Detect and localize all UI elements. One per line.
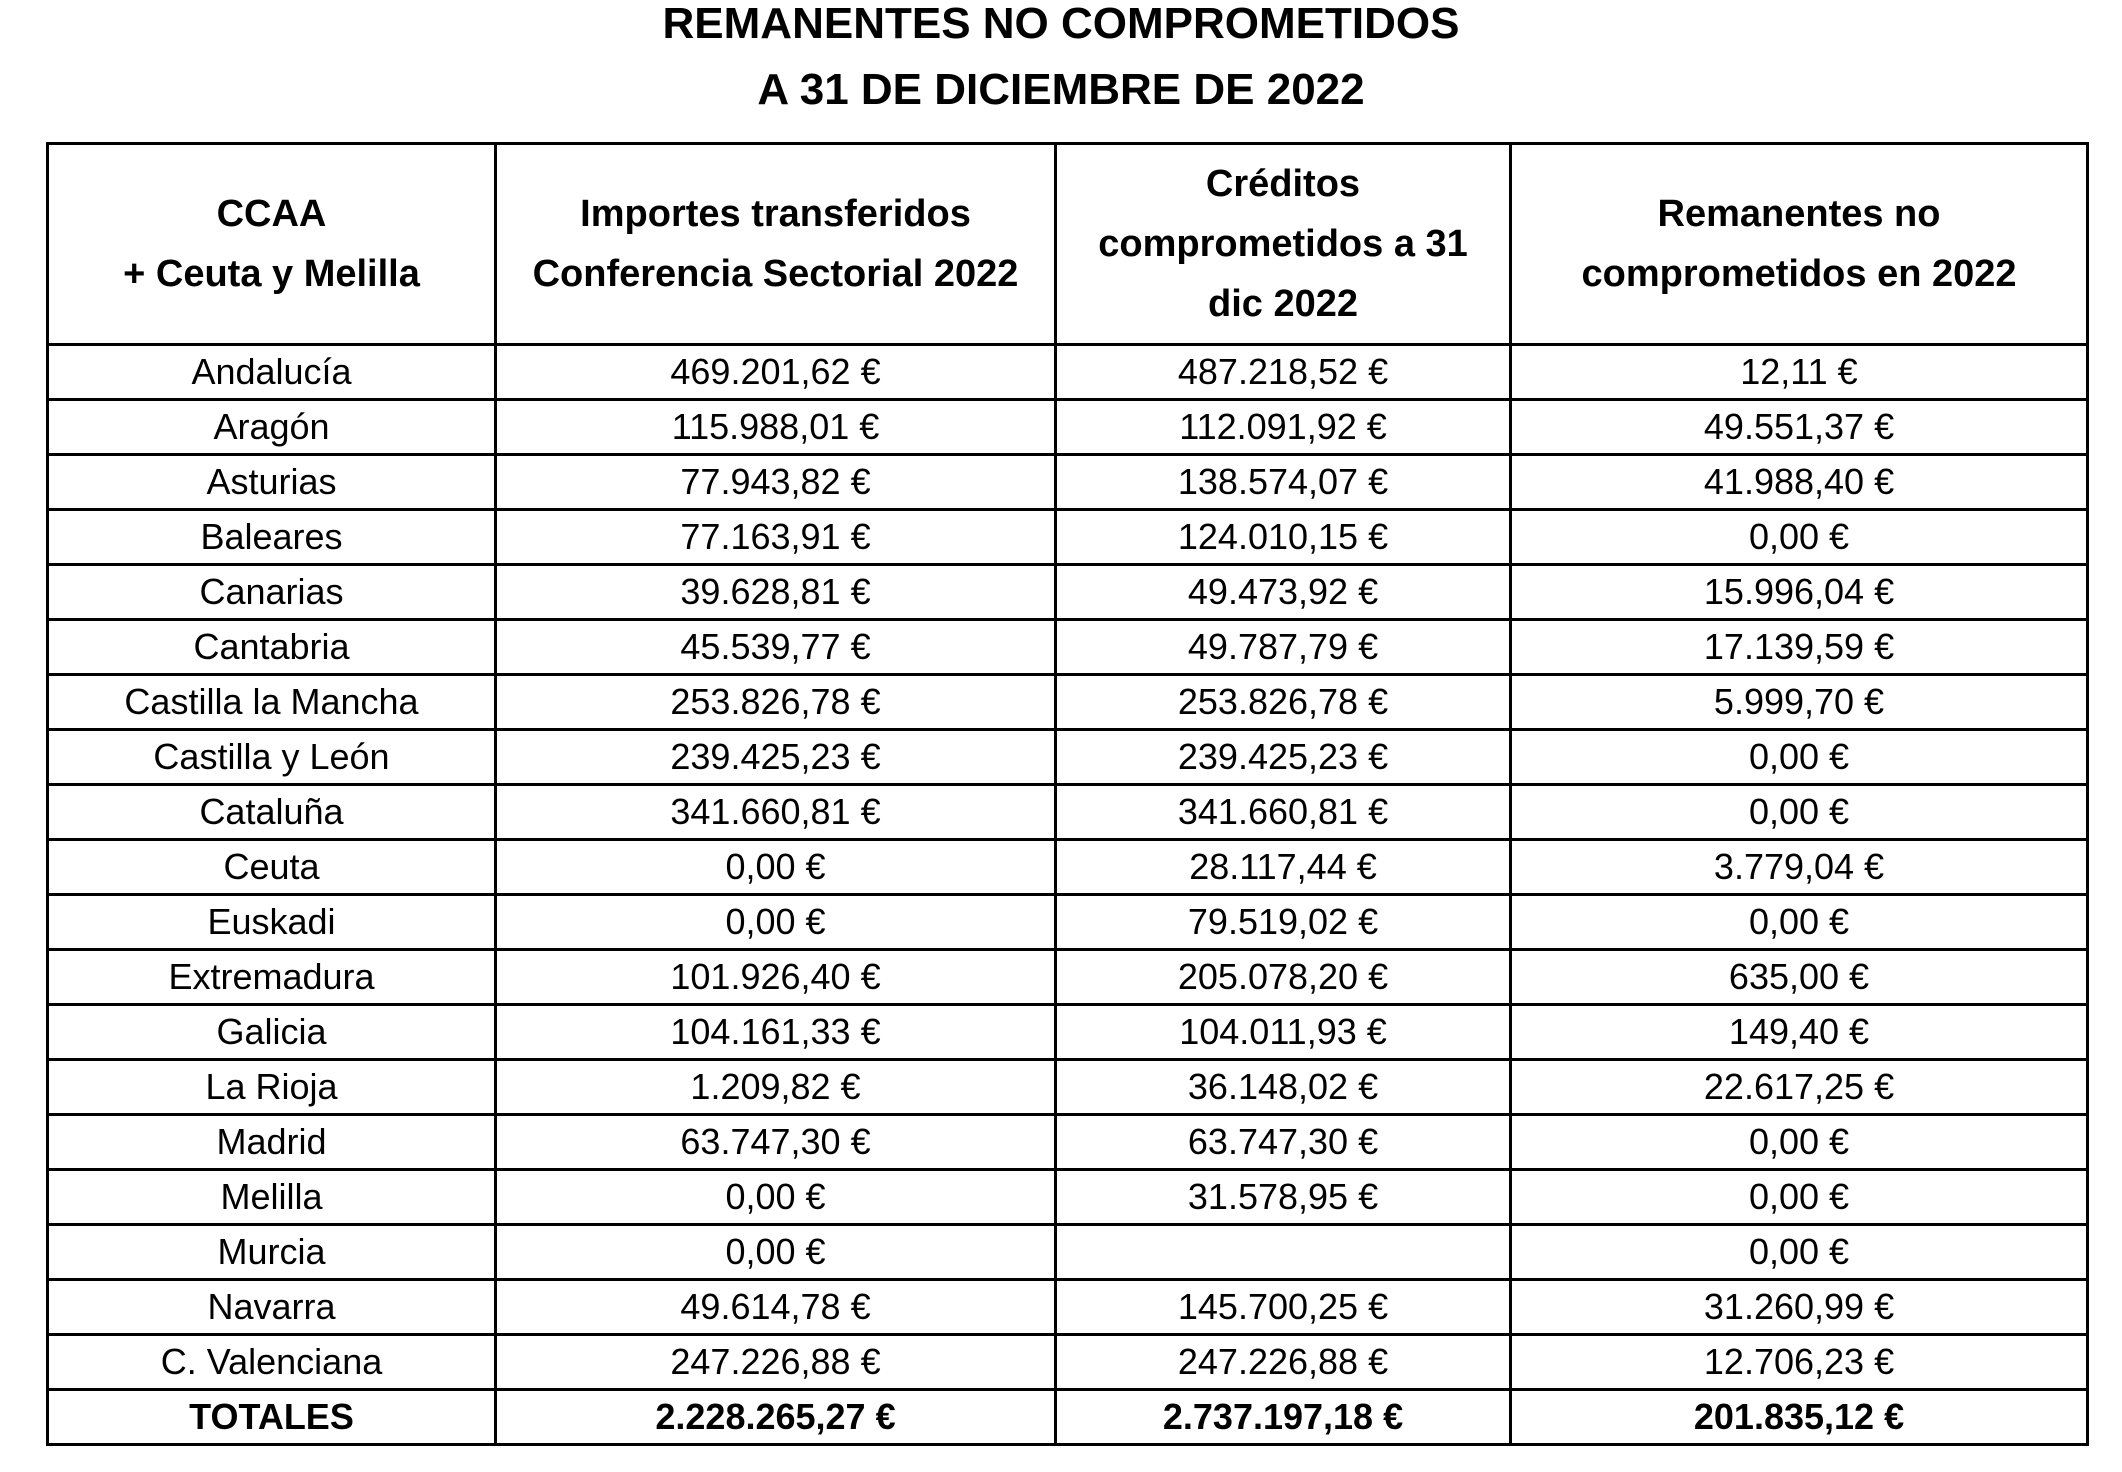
table-row <box>48 950 2088 1005</box>
cell-ccaa: Andalucía <box>48 345 496 400</box>
cell-ccaa: C. Valenciana <box>48 1335 496 1390</box>
cell-ccaa: Euskadi <box>48 895 496 950</box>
table-row <box>48 1225 2088 1280</box>
cell-credito: 253.826,78 € <box>1056 675 1511 730</box>
table-row <box>48 675 2088 730</box>
cell-credito: 145.700,25 € <box>1056 1280 1511 1335</box>
cell-credito: 28.117,44 € <box>1056 840 1511 895</box>
cell-credito: 112.091,92 € <box>1056 400 1511 455</box>
cell-remanente: 149,40 € <box>1511 1005 2088 1060</box>
cell-remanente: 12.706,23 € <box>1511 1335 2088 1390</box>
cell-credito: 239.425,23 € <box>1056 730 1511 785</box>
header-line: Conferencia Sectorial 2022 <box>532 253 1019 295</box>
table-row <box>48 455 2088 510</box>
cell-credito: 49.473,92 € <box>1056 565 1511 620</box>
header-line: Importes transferidos <box>580 193 971 235</box>
table-row <box>48 565 2088 620</box>
cell-ccaa: Cataluña <box>48 785 496 840</box>
table-row <box>48 1335 2088 1390</box>
cell-importe: 45.539,77 € <box>496 620 1056 675</box>
cell-remanente: 0,00 € <box>1511 1225 2088 1280</box>
cell-remanente: 0,00 € <box>1511 895 2088 950</box>
cell-ccaa: Castilla la Mancha <box>48 675 496 730</box>
header-line: dic 2022 <box>1208 283 1358 325</box>
cell-ccaa: Murcia <box>48 1225 496 1280</box>
total-creditos: 2.737.197,18 € <box>1056 1390 1511 1445</box>
cell-credito: 124.010,15 € <box>1056 510 1511 565</box>
cell-credito: 487.218,52 € <box>1056 345 1511 400</box>
cell-ccaa: Asturias <box>48 455 496 510</box>
cell-remanente: 0,00 € <box>1511 1170 2088 1225</box>
table-row <box>48 1060 2088 1115</box>
header-line: comprometidos a 31 <box>1098 223 1468 265</box>
cell-ccaa: Castilla y León <box>48 730 496 785</box>
cell-remanente: 0,00 € <box>1511 730 2088 785</box>
cell-credito: 104.011,93 € <box>1056 1005 1511 1060</box>
cell-ccaa: Ceuta <box>48 840 496 895</box>
header-ccaa <box>48 144 496 345</box>
cell-credito <box>1056 1225 1511 1280</box>
cell-ccaa: Canarias <box>48 565 496 620</box>
cell-remanente: 41.988,40 € <box>1511 455 2088 510</box>
header-line: + Ceuta y Melilla <box>123 253 420 295</box>
table-header-row <box>48 144 2088 345</box>
header-line: comprometidos en 2022 <box>1581 253 2017 295</box>
cell-ccaa: Navarra <box>48 1280 496 1335</box>
cell-remanente: 0,00 € <box>1511 510 2088 565</box>
cell-remanente: 15.996,04 € <box>1511 565 2088 620</box>
cell-credito: 247.226,88 € <box>1056 1335 1511 1390</box>
header-importes-transferidos <box>496 144 1056 345</box>
header-remanentes-no-comprometidos <box>1511 144 2088 345</box>
remanentes-table <box>46 142 2089 1446</box>
cell-importe: 0,00 € <box>496 1170 1056 1225</box>
cell-importe: 341.660,81 € <box>496 785 1056 840</box>
table-row <box>48 840 2088 895</box>
cell-remanente: 3.779,04 € <box>1511 840 2088 895</box>
cell-ccaa: Baleares <box>48 510 496 565</box>
cell-remanente: 22.617,25 € <box>1511 1060 2088 1115</box>
table-row <box>48 1005 2088 1060</box>
cell-credito: 63.747,30 € <box>1056 1115 1511 1170</box>
table-row <box>48 1115 2088 1170</box>
table-row <box>48 1170 2088 1225</box>
cell-credito: 341.660,81 € <box>1056 785 1511 840</box>
cell-importe: 0,00 € <box>496 1225 1056 1280</box>
cell-ccaa: La Rioja <box>48 1060 496 1115</box>
cell-credito: 205.078,20 € <box>1056 950 1511 1005</box>
table-row <box>48 620 2088 675</box>
total-remanentes: 201.835,12 € <box>1511 1390 2088 1445</box>
cell-ccaa: Cantabria <box>48 620 496 675</box>
cell-remanente: 0,00 € <box>1511 1115 2088 1170</box>
header-creditos-comprometidos <box>1056 144 1511 345</box>
cell-importe: 104.161,33 € <box>496 1005 1056 1060</box>
cell-remanente: 31.260,99 € <box>1511 1280 2088 1335</box>
header-line: CCAA <box>216 193 327 235</box>
table-row <box>48 785 2088 840</box>
title-line-1: REMANENTES NO COMPROMETIDOS <box>662 0 1460 48</box>
total-importes: 2.228.265,27 € <box>496 1390 1056 1445</box>
cell-importe: 49.614,78 € <box>496 1280 1056 1335</box>
cell-remanente: 635,00 € <box>1511 950 2088 1005</box>
cell-importe: 0,00 € <box>496 840 1056 895</box>
cell-credito: 138.574,07 € <box>1056 455 1511 510</box>
totals-row <box>48 1390 2088 1445</box>
cell-importe: 253.826,78 € <box>496 675 1056 730</box>
cell-ccaa: Madrid <box>48 1115 496 1170</box>
cell-remanente: 17.139,59 € <box>1511 620 2088 675</box>
cell-importe: 469.201,62 € <box>496 345 1056 400</box>
cell-importe: 39.628,81 € <box>496 565 1056 620</box>
table-row <box>48 345 2088 400</box>
totals-label: TOTALES <box>48 1390 496 1445</box>
cell-ccaa: Extremadura <box>48 950 496 1005</box>
cell-importe: 77.943,82 € <box>496 455 1056 510</box>
cell-credito: 49.787,79 € <box>1056 620 1511 675</box>
cell-credito: 36.148,02 € <box>1056 1060 1511 1115</box>
table-row <box>48 895 2088 950</box>
cell-ccaa: Aragón <box>48 400 496 455</box>
title-line-2: A 31 DE DICIEMBRE DE 2022 <box>757 65 1365 114</box>
table-row <box>48 1280 2088 1335</box>
cell-importe: 77.163,91 € <box>496 510 1056 565</box>
cell-importe: 0,00 € <box>496 895 1056 950</box>
cell-credito: 31.578,95 € <box>1056 1170 1511 1225</box>
cell-remanente: 49.551,37 € <box>1511 400 2088 455</box>
table-row <box>48 400 2088 455</box>
cell-importe: 1.209,82 € <box>496 1060 1056 1115</box>
table-row <box>48 730 2088 785</box>
cell-remanente: 12,11 € <box>1511 345 2088 400</box>
cell-importe: 101.926,40 € <box>496 950 1056 1005</box>
cell-remanente: 0,00 € <box>1511 785 2088 840</box>
cell-importe: 239.425,23 € <box>496 730 1056 785</box>
cell-ccaa: Galicia <box>48 1005 496 1060</box>
cell-remanente: 5.999,70 € <box>1511 675 2088 730</box>
cell-importe: 247.226,88 € <box>496 1335 1056 1390</box>
header-line: Remanentes no <box>1657 193 1941 235</box>
cell-importe: 63.747,30 € <box>496 1115 1056 1170</box>
header-line: Créditos <box>1205 163 1361 205</box>
cell-ccaa: Melilla <box>48 1170 496 1225</box>
cell-credito: 79.519,02 € <box>1056 895 1511 950</box>
table-row <box>48 510 2088 565</box>
cell-importe: 115.988,01 € <box>496 400 1056 455</box>
